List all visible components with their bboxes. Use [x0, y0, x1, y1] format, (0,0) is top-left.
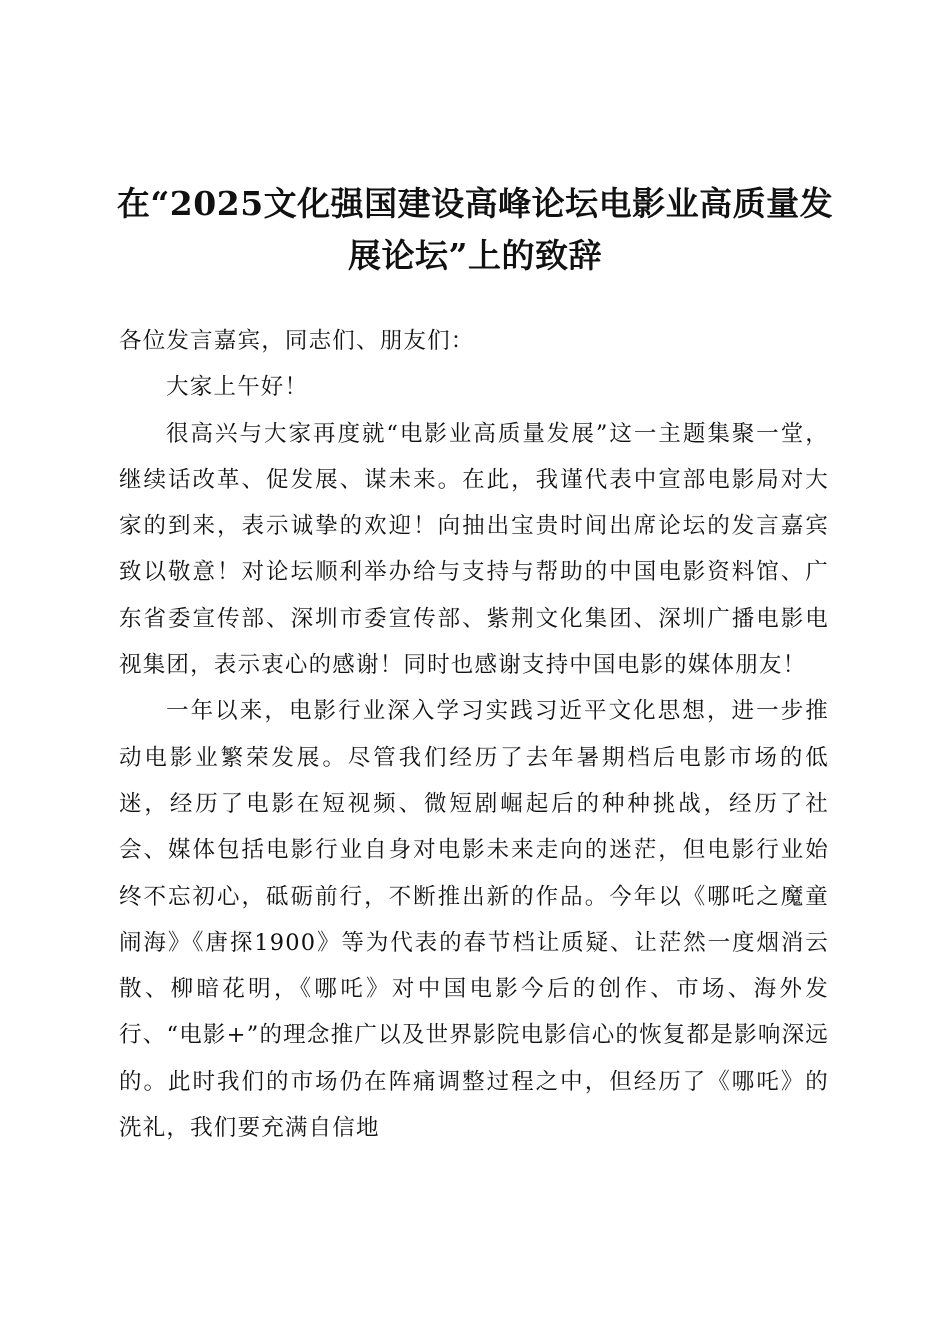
document-title: 在“2025文化强国建设高峰论坛电影业高质量发展论坛”上的致辞 [116, 184, 834, 275]
paragraph-welcome: 很高兴与大家再度就“电影业高质量发展”这一主题集聚一堂，继续话改革、促发展、谋未来。在此，我谨代表中宣部电影局对大家的到来，表示诚挚的欢迎！向抽出宝贵时间出席论坛的发言嘉宾致以敬意！对论坛顺利举办给与支持与帮助的中国电影资料馆、广东省委宣传部、深圳市委宣传部、紫荆文化集团、深圳广播电影电视集团，表示衷心的感谢！同时也感谢支持中国电影的媒体朋友！ [119, 420, 829, 679]
salutation: 各位发言嘉宾，同志们、朋友们： [119, 328, 475, 354]
document-body [119, 318, 829, 1151]
paragraph-review: 一年以来，电影行业深入学习实践习近平文化思想，进一步推动电影业繁荣发展。尽管我们经历了去年暑期档后电影市场的低迷，经历了电影在短视频、微短剧崛起后的种种挑战，经历了社会、媒体包括电影行业自身对电影未来走向的迷茫，但电影行业始终不忘初心，砥砺前行，不断推出新的作品。今年以《哪吒之魔童闹海》《唐探1900》等为代表的春节档让质疑、让茫然一度烟消云散、柳暗花明，《哪吒》对中国电影今后的创作、市场、海外发行、“电影+”的理念推广以及世界影院电影信心的恢复都是影响深远的。此时我们的市场仍在阵痛调整过程之中，但经历了《哪吒》的洗礼，我们要充满自信地 [119, 698, 829, 1142]
paragraph-greeting: 大家上午好！ [166, 374, 309, 401]
